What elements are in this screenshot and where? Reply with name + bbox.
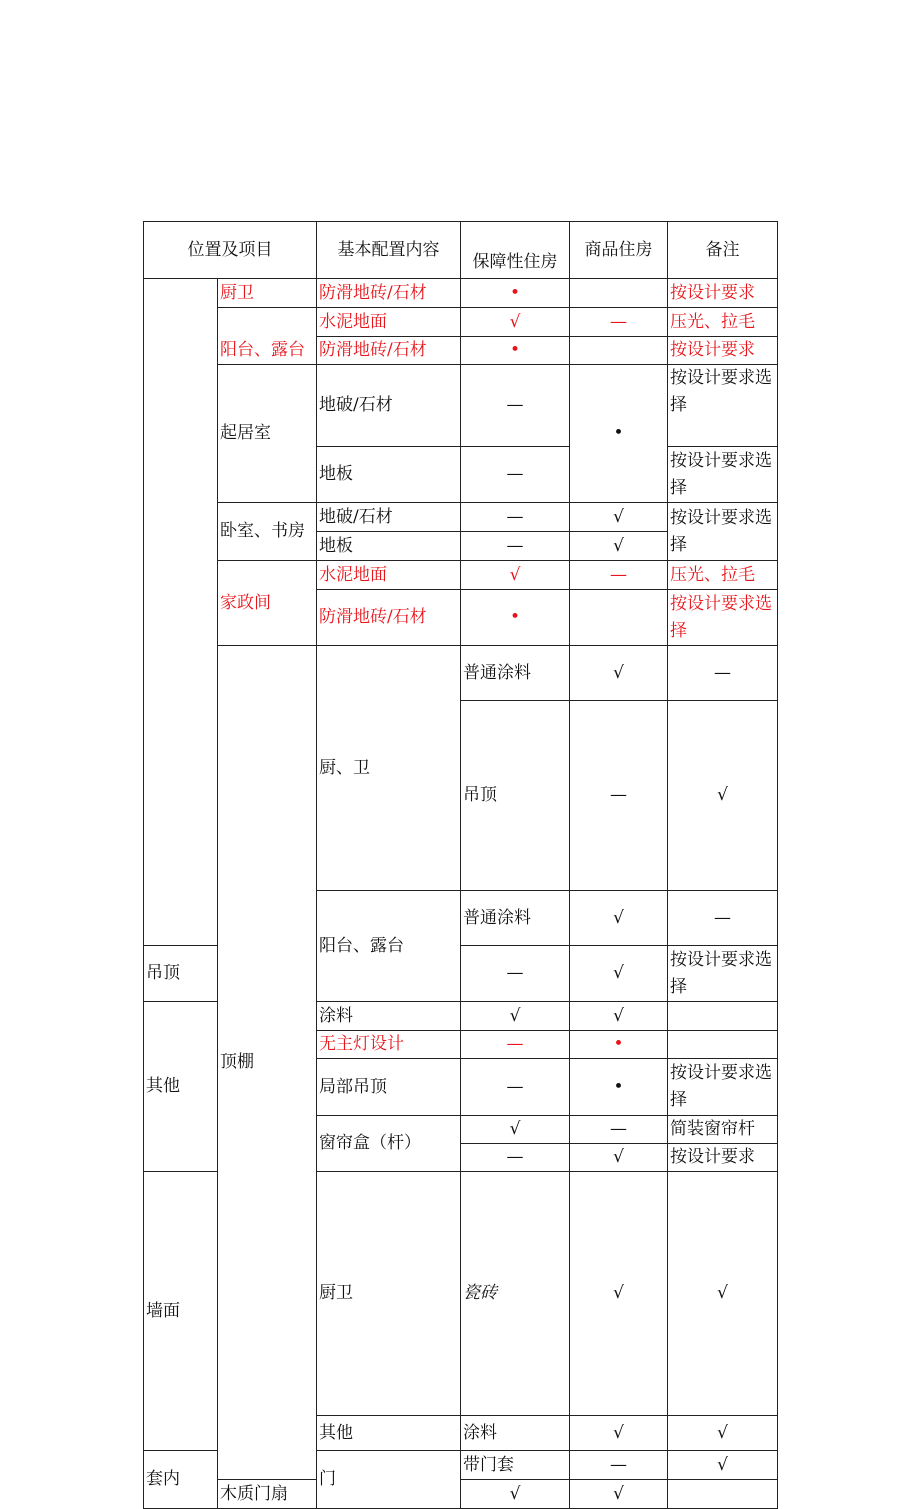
affordable-cell: — — [461, 365, 570, 447]
affordable-cell: — — [461, 1031, 570, 1059]
remark-cell: 按设计要求选择 — [668, 590, 778, 646]
header-affordable-housing: 保障性住房 — [461, 222, 570, 279]
content-cell: 无主灯设计 — [317, 1031, 461, 1059]
content-cell: 地破/石材 — [317, 503, 461, 532]
remark-cell: 按设计要求 — [668, 1144, 778, 1172]
content-cell: 地板 — [317, 532, 461, 561]
table-row — [144, 279, 778, 308]
commercial-cell: — — [570, 1116, 668, 1144]
affordable-cell: — — [461, 532, 570, 561]
affordable-cell: √ — [461, 308, 570, 337]
affordable-cell: — — [570, 1451, 668, 1480]
remark-cell — [668, 1031, 778, 1059]
remark-cell: 按设计要求选择 — [668, 365, 778, 447]
content-cell: 涂料 — [317, 1002, 461, 1031]
content-cell: 地板 — [317, 447, 461, 503]
affordable-cell: • — [461, 279, 570, 308]
content-cell: 防滑地砖/石材 — [317, 279, 461, 308]
table-row — [144, 308, 778, 337]
area-cell: 家政间 — [218, 561, 317, 646]
commercial-cell: √ — [668, 1172, 778, 1416]
content-cell: 窗帘盒（杆） — [317, 1116, 461, 1172]
remark-cell: 按设计要求选择 — [668, 447, 778, 503]
remark-cell: 按设计要求 — [668, 337, 778, 365]
header-remark: 备注 — [668, 222, 778, 279]
commercial-cell: — — [668, 891, 778, 946]
commercial-cell: √ — [570, 503, 668, 532]
commercial-cell: — — [570, 308, 668, 337]
affordable-cell: — — [461, 503, 570, 532]
area-cell: 起居室 — [218, 365, 317, 503]
area-cell: 其他 — [317, 1416, 461, 1451]
affordable-cell: √ — [570, 891, 668, 946]
content-cell: 木质门扇 — [218, 1480, 317, 1509]
area-cell: 卧室、书房 — [218, 503, 317, 561]
header-position: 位置及项目 — [144, 222, 317, 279]
content-cell: 水泥地面 — [317, 308, 461, 337]
commercial-cell: √ — [570, 1144, 668, 1172]
content-cell: 防滑地砖/石材 — [317, 337, 461, 365]
remark-cell: 按设计要求 — [668, 279, 778, 308]
housing-configuration-table — [143, 221, 778, 1509]
table-row — [144, 561, 778, 590]
content-cell: 地破/石材 — [317, 365, 461, 447]
header-content: 基本配置内容 — [317, 222, 461, 279]
section-cell-floor — [144, 279, 218, 946]
section-cell-wall: 墙面 — [144, 1172, 218, 1451]
remark-cell: 按设计要求选择 — [668, 1059, 778, 1116]
affordable-cell: — — [461, 1144, 570, 1172]
commercial-cell: √ — [570, 1002, 668, 1031]
affordable-cell: • — [461, 590, 570, 646]
content-cell: 防滑地砖/石材 — [317, 590, 461, 646]
affordable-cell: √ — [570, 1416, 668, 1451]
commercial-cell — [570, 279, 668, 308]
header-commercial-housing: 商品住房 — [570, 222, 668, 279]
table-header-row — [144, 222, 778, 279]
content-cell: 普通涂料 — [461, 891, 570, 946]
commercial-cell: • — [570, 1031, 668, 1059]
remark-cell: 按设计要求选择 — [668, 946, 778, 1002]
remark-cell — [668, 1002, 778, 1031]
affordable-cell: √ — [461, 1480, 570, 1509]
content-cell: 带门套 — [461, 1451, 570, 1480]
commercial-cell: • — [570, 365, 668, 503]
remark-cell: 简装窗帘杆 — [668, 1116, 778, 1144]
commercial-cell: √ — [668, 701, 778, 891]
section-cell-ceiling: 顶棚 — [218, 646, 317, 1480]
commercial-cell: √ — [570, 946, 668, 1002]
content-cell: 涂料 — [461, 1416, 570, 1451]
content-cell: 普通涂料 — [461, 646, 570, 701]
remark-cell: 压光、拉毛 — [668, 308, 778, 337]
affordable-cell: — — [461, 1059, 570, 1116]
affordable-cell: √ — [461, 561, 570, 590]
affordable-cell: — — [461, 946, 570, 1002]
area-cell: 门 — [317, 1451, 461, 1509]
content-cell: 吊顶 — [144, 946, 218, 1002]
remark-cell — [668, 1480, 778, 1509]
table-row — [144, 365, 778, 447]
remark-cell: 压光、拉毛 — [668, 561, 778, 590]
commercial-cell: • — [570, 1059, 668, 1116]
content-cell: 水泥地面 — [317, 561, 461, 590]
area-cell: 厨卫 — [317, 1172, 461, 1416]
affordable-cell: √ — [461, 1002, 570, 1031]
content-cell: 瓷砖 — [461, 1172, 570, 1416]
area-cell: 阳台、露台 — [317, 891, 461, 1002]
table-row — [144, 1480, 778, 1509]
affordable-cell: √ — [570, 1172, 668, 1416]
commercial-cell — [570, 590, 668, 646]
affordable-cell: √ — [461, 1116, 570, 1144]
remark-cell: 按设计要求选择 — [668, 503, 778, 561]
commercial-cell: √ — [570, 532, 668, 561]
commercial-cell: √ — [668, 1451, 778, 1480]
section-cell-interior: 套内 — [144, 1451, 218, 1509]
affordable-cell: • — [461, 337, 570, 365]
commercial-cell — [570, 337, 668, 365]
commercial-cell: √ — [570, 1480, 668, 1509]
content-cell: 局部吊顶 — [317, 1059, 461, 1116]
content-cell: 吊顶 — [461, 701, 570, 891]
commercial-cell: √ — [668, 1416, 778, 1451]
affordable-cell: √ — [570, 646, 668, 701]
table-row — [144, 646, 778, 701]
affordable-cell: — — [570, 701, 668, 891]
affordable-cell: — — [461, 447, 570, 503]
table-row — [144, 503, 778, 532]
commercial-cell: — — [668, 646, 778, 701]
commercial-cell: — — [570, 561, 668, 590]
area-cell: 厨、卫 — [317, 646, 461, 891]
area-cell: 其他 — [144, 1002, 218, 1172]
area-cell: 厨卫 — [218, 279, 317, 308]
area-cell: 阳台、露台 — [218, 308, 317, 365]
